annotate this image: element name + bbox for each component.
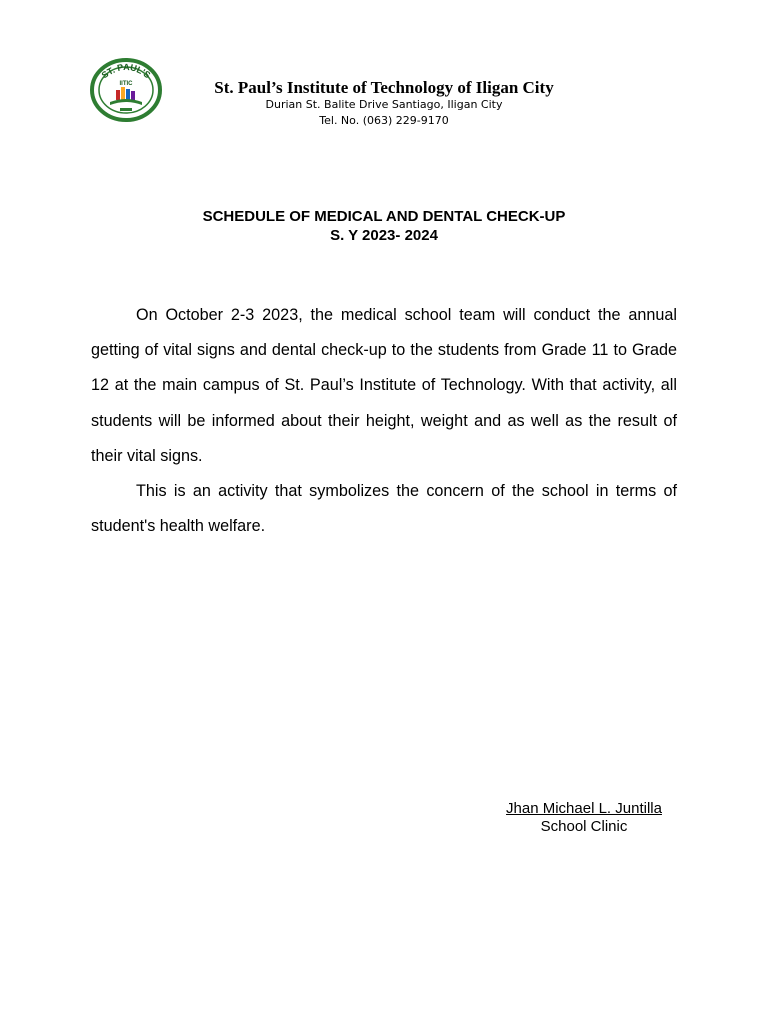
signatory-name: Jhan Michael L. Juntilla [506,800,662,817]
school-address: Durian St. Balite Drive Santiago, Iligan City [265,98,503,111]
svg-text:ST. PAUL'S: ST. PAUL'S [99,61,153,81]
signatory-role: School Clinic [540,818,628,835]
body-text [91,298,677,544]
signature-block [460,800,708,836]
school-name: St. Paul’s Institute of Technology of Iligan City [214,78,554,97]
document-title [84,207,684,245]
title-line-2: S. Y 2023- 2024 [330,227,438,244]
svg-text:IITIC: IITIC [119,81,133,87]
paragraph-2: This is an activity that symbolizes the concern of the school in terms of student's health welfare. [91,482,677,536]
school-telephone: Tel. No. (063) 229-9170 [319,114,449,127]
paragraph-1: On October 2-3 2023, the medical school team will conduct the annual getting of vital signs and dental check-up to the students from Grade 11 to Grade 12 at the main campus of St. Paul’s Institute of Technology. With that activity, all students will be informed about their height, weight and as well as the result of their vital signs. [91,306,677,465]
school-logo [90,58,162,122]
school-seal-icon [90,58,162,122]
title-line-1: SCHEDULE OF MEDICAL AND DENTAL CHECK-UP [202,208,566,225]
